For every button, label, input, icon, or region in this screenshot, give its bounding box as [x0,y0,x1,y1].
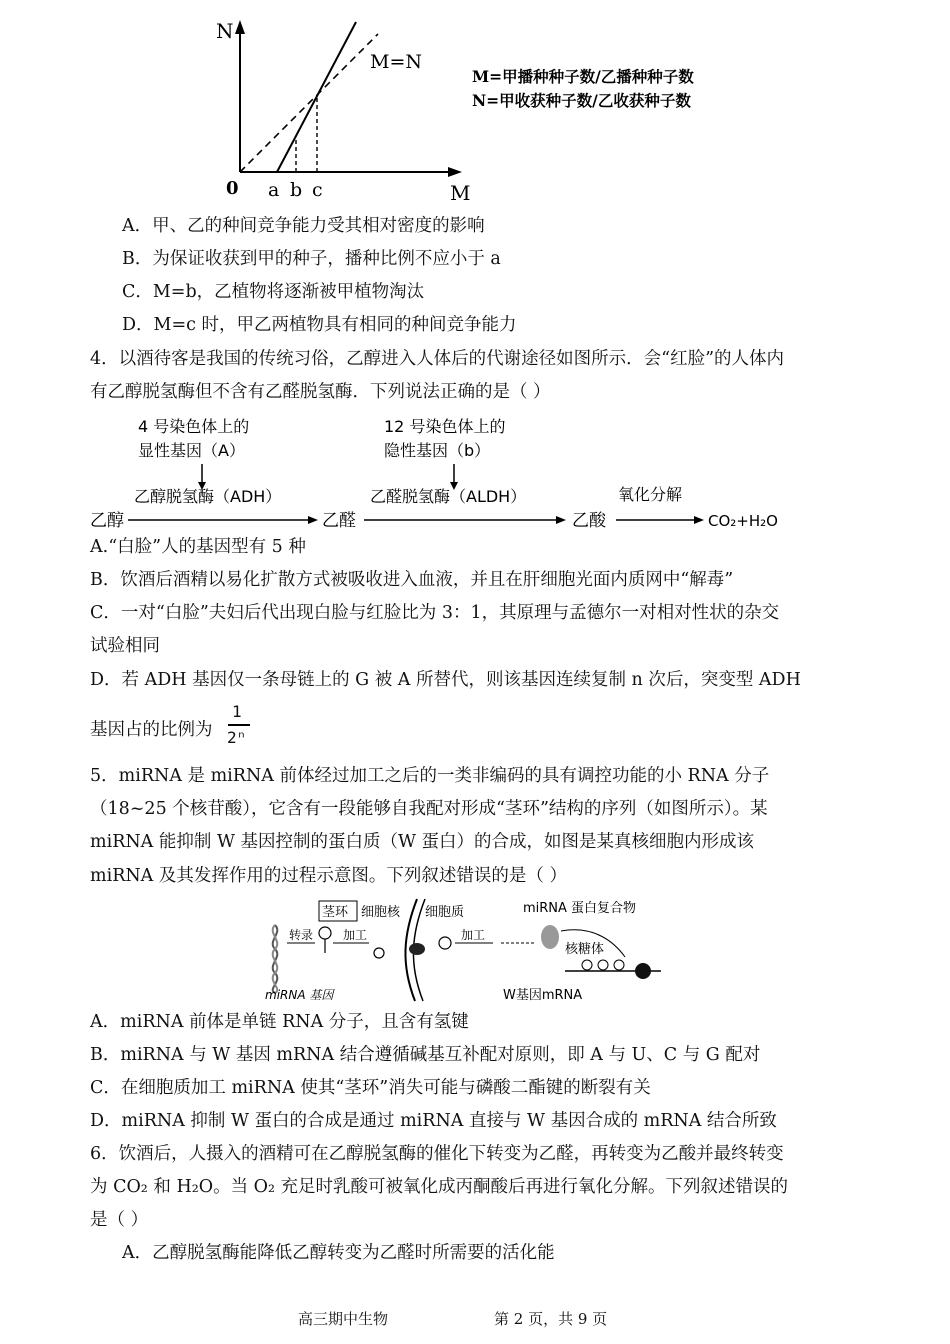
q5-option-c: C．在细胞质加工 miRNA 使其“茎环”消失可能与磷酸二酯键的断裂有关 [90,1078,651,1098]
nuclear-pore [409,943,425,955]
competition-graph [210,12,730,212]
q4-stem-line1: 4．以酒待客是我国的传统习俗，乙醇进入人体后的代谢途径如图所示．会“红脸”的人体内 [90,349,785,369]
gene-a-line2: 显性基因（A） [138,441,245,460]
legend-n: N=甲收获种子数/乙收获种子数 [472,91,691,110]
adh-label: 乙醇脱氢酶（ADH） [134,487,282,506]
mirna-protein-complex [541,925,559,949]
q3-option-d: D．M=c 时，甲乙两植物具有相同的种间竞争能力 [122,315,517,335]
metabolism-pathway-diagram [88,410,808,535]
legend-m: M=甲播种种子数/乙播种种子数 [472,67,694,86]
gene-a-line1: 4 号染色体上的 [138,417,250,436]
q5-stem-line3: miRNA 能抑制 W 基因控制的蛋白质（W 蛋白）的合成，如图是某真核细胞内形成该 [90,832,755,852]
dashed-line-m-equals-n [240,34,378,172]
q5-stem-line1: 5．miRNA 是 miRNA 前体经过加工之后的一类非编码的具有调控功能的小 RNA 分子 [90,766,770,786]
q5-stem-line4: miRNA 及其发挥作用的过程示意图。下列叙述错误的是（ ） [90,866,567,886]
origin-label: 0 [226,178,239,199]
cytoplasm-label: 细胞质 [425,905,465,920]
products-label: CO₂+H₂O [708,512,778,530]
q6-stem-line2: 为 CO₂ 和 H₂O。当 O₂ 充足时乳酸可被氧化成丙酮酸后再进行氧化分解。下列叙述错误的 [90,1177,789,1197]
stem-loop-2 [374,948,384,958]
stem-loop-label: 茎环 [322,905,349,920]
footer-subject: 高三期中生物 [298,1310,389,1328]
x-axis-label: M [450,181,471,205]
oxidation-label: 氧化分解 [618,485,683,504]
q5-option-b: B．miRNA 与 W 基因 mRNA 结合遵循碱基互补配对原则，即 A 与 U、C 与 G 配对 [90,1045,761,1065]
gene-b-line2: 隐性基因（b） [384,441,491,460]
fraction-denominator: 2ⁿ [227,728,247,747]
q5-option-d: D．miRNA 抑制 W 蛋白的合成是通过 miRNA 直接与 W 基因合成的 mRNA 结合所致 [90,1111,777,1131]
ribosome-2 [598,960,608,970]
y-axis-label: N [216,19,234,43]
q3-option-b: B．为保证收获到甲的种子，播种比例不应小于 a [122,249,501,269]
acetic-acid-label: 乙酸 [572,511,606,531]
blocked-complex [635,963,651,979]
arrow-acetic-acid-head [694,516,704,524]
complex-label: miRNA 蛋白复合物 [523,901,637,916]
w-mrna-label: W基因mRNA [503,988,583,1003]
q4-option-b: B．饮酒后酒精以易化扩散方式被吸收进入血液，并且在肝细胞光面内质网中“解毒” [90,570,734,590]
acetaldehyde-label: 乙醛 [322,511,356,531]
arrow-ethanol-head [308,516,318,524]
y-axis-arrow [235,20,245,34]
ribosome-1 [582,960,592,970]
nucleus-label: 细胞核 [361,905,401,920]
aldh-label: 乙醛脱氢酶（ALDH） [370,487,527,506]
ethanol-label: 乙醇 [90,511,124,531]
processing-label-1: 加工 [343,928,368,942]
footer-page-number: 第 2 页，共 9 页 [494,1310,608,1328]
tick-b: b [290,179,303,201]
q4-option-a: A.“白脸”人的基因型有 5 种 [90,537,306,557]
stem-loop-1 [319,927,331,939]
processing-label-2: 加工 [461,928,486,942]
stem-loop-3 [439,937,451,949]
q4-option-d-cont: 基因占的比例为 [90,720,213,740]
transcription-label: 转录 [289,928,314,942]
fraction-bar [228,724,250,726]
q4-option-c-cont: 试验相同 [90,636,160,656]
dashed-line-label: M=N [370,51,422,73]
q4-stem-line2: 有乙醇脱氢酶但不含有乙醛脱氢酶．下列说法正确的是（ ） [90,382,551,402]
tick-c: c [312,179,323,201]
tick-a: a [268,179,280,201]
mirna-gene-label: miRNA 基因 [265,988,334,1002]
ribosome-3 [614,960,624,970]
q5-stem-line2: （18~25 个核苷酸），它含有一段能够自我配对形成“茎环”结构的序列（如图所示）。某 [90,799,768,819]
ribosome-label: 核糖体 [565,942,605,957]
gene-b-line1: 12 号染色体上的 [384,417,506,436]
mirna-process-diagram [265,895,685,1005]
q4-option-c: C．一对“白脸”夫妇后代出现白脸与红脸比为 3：1，其原理与孟德尔一对相对性状的杂交 [90,603,780,623]
q3-option-a: A．甲、乙的种间竞争能力受其相对密度的影响 [122,216,485,236]
x-axis-arrow [448,167,462,177]
q5-option-a: A．miRNA 前体是单链 RNA 分子，且含有氢键 [90,1012,469,1032]
q6-stem-line1: 6．饮酒后，人摄入的酒精可在乙醇脱氢酶的催化下转变为乙醛，再转变为乙酸并最终转变 [90,1144,784,1164]
q6-option-a: A．乙醇脱氢酶能降低乙醇转变为乙醛时所需要的活化能 [122,1243,555,1263]
q3-option-c: C．M=b，乙植物将逐渐被甲植物淘汰 [122,282,425,302]
arrow-acetaldehyde-head [556,516,566,524]
fraction-numerator: 1 [232,702,242,721]
q6-stem-line3: 是（ ） [90,1210,149,1230]
q4-option-d: D．若 ADH 基因仅一条母链上的 G 被 A 所替代，则该基因连续复制 n 次后，突变型 ADH [90,670,801,690]
